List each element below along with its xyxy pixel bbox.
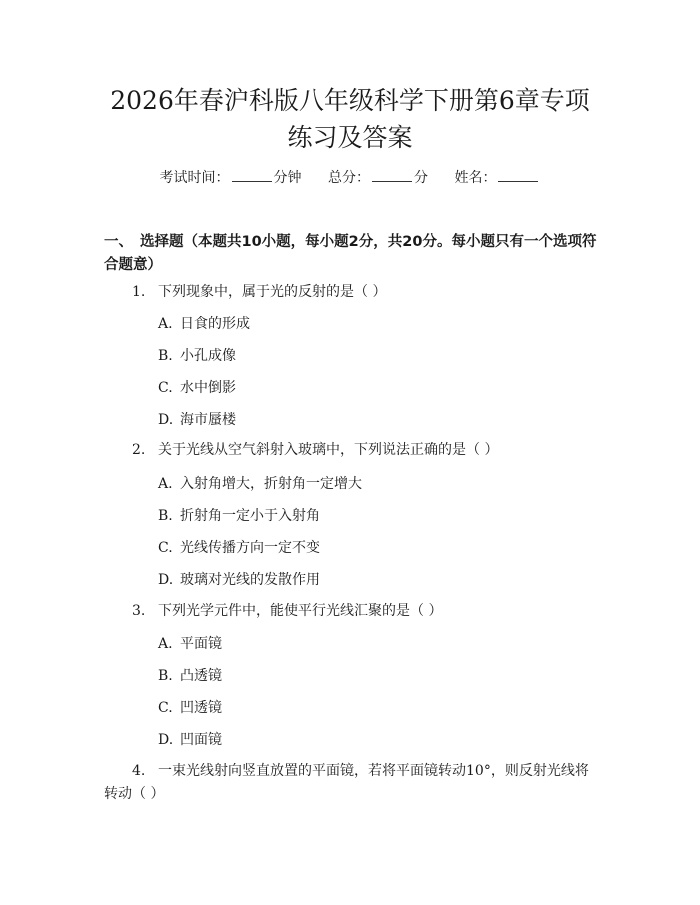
question-number: 2. <box>132 442 146 458</box>
option-2c <box>158 538 320 558</box>
section-text: 选择题（本题共10小题，每小题2分，共20分。每小题只有一个选项符合题意） <box>104 234 597 273</box>
exam-meta <box>0 168 700 188</box>
option-1a <box>158 314 250 334</box>
score-unit: 分 <box>414 170 428 186</box>
option-letter: A. <box>158 476 173 492</box>
option-letter: B. <box>158 348 173 364</box>
option-3d <box>158 730 222 750</box>
option-letter: B. <box>158 668 173 684</box>
option-letter: C. <box>158 380 173 396</box>
name-label: 姓名： <box>454 170 497 186</box>
question-2 <box>104 439 594 462</box>
option-letter: A. <box>158 316 173 332</box>
question-1 <box>104 281 594 304</box>
option-2a <box>158 474 362 494</box>
student-name <box>454 168 540 188</box>
option-text: 平面镜 <box>180 636 222 652</box>
time-blank <box>232 169 272 182</box>
option-1d <box>158 410 236 430</box>
option-letter: D. <box>158 412 174 428</box>
question-number: 4. <box>132 763 146 779</box>
option-text: 凸透镜 <box>180 668 222 684</box>
option-letter: C. <box>158 540 173 556</box>
question-stem: 下列光学元件中，能使平行光线汇聚的是（ ） <box>158 603 443 619</box>
question-number: 3. <box>132 603 146 619</box>
option-text: 光线传播方向一定不变 <box>180 540 320 556</box>
question-stem: 一束光线射向竖直放置的平面镜，若将平面镜转动10°，则反射光线将转动（ ） <box>104 763 589 802</box>
option-text: 入射角增大，折射角一定增大 <box>180 476 362 492</box>
option-text: 小孔成像 <box>180 348 236 364</box>
option-text: 日食的形成 <box>180 316 250 332</box>
question-stem: 下列现象中，属于光的反射的是（ ） <box>158 284 387 300</box>
option-3b <box>158 666 222 686</box>
option-text: 凹面镜 <box>180 732 222 748</box>
page-title-line-2: 练习及答案 <box>287 123 413 152</box>
time-unit: 分钟 <box>273 170 302 186</box>
option-letter: C. <box>158 700 173 716</box>
name-blank <box>498 169 538 182</box>
question-4 <box>104 760 594 806</box>
option-letter: D. <box>158 572 174 588</box>
option-letter: A. <box>158 636 173 652</box>
question-number: 1. <box>132 284 146 300</box>
score-blank <box>372 169 412 182</box>
option-text: 凹透镜 <box>180 700 222 716</box>
score-label: 总分： <box>328 170 370 186</box>
option-3c <box>158 698 222 718</box>
option-text: 水中倒影 <box>180 380 236 396</box>
total-score <box>328 168 428 188</box>
page-title-line-1: 2026年春沪科版八年级科学下册第6章专项 <box>110 86 590 115</box>
option-text: 海市蜃楼 <box>180 412 236 428</box>
option-1b <box>158 346 236 366</box>
option-letter: D. <box>158 732 174 748</box>
option-letter: B. <box>158 508 173 524</box>
option-2b <box>158 506 320 526</box>
option-1c <box>158 378 236 398</box>
time-label: 考试时间： <box>159 170 230 186</box>
exam-time <box>160 168 302 188</box>
option-3a <box>158 634 222 654</box>
section-number: 一、 <box>104 234 133 250</box>
option-text: 折射角一定小于入射角 <box>180 508 320 524</box>
section-heading <box>104 231 602 277</box>
question-3 <box>104 600 594 623</box>
question-stem: 关于光线从空气斜射入玻璃中，下列说法正确的是（ ） <box>158 442 499 458</box>
option-text: 玻璃对光线的发散作用 <box>180 572 320 588</box>
option-2d <box>158 570 320 590</box>
